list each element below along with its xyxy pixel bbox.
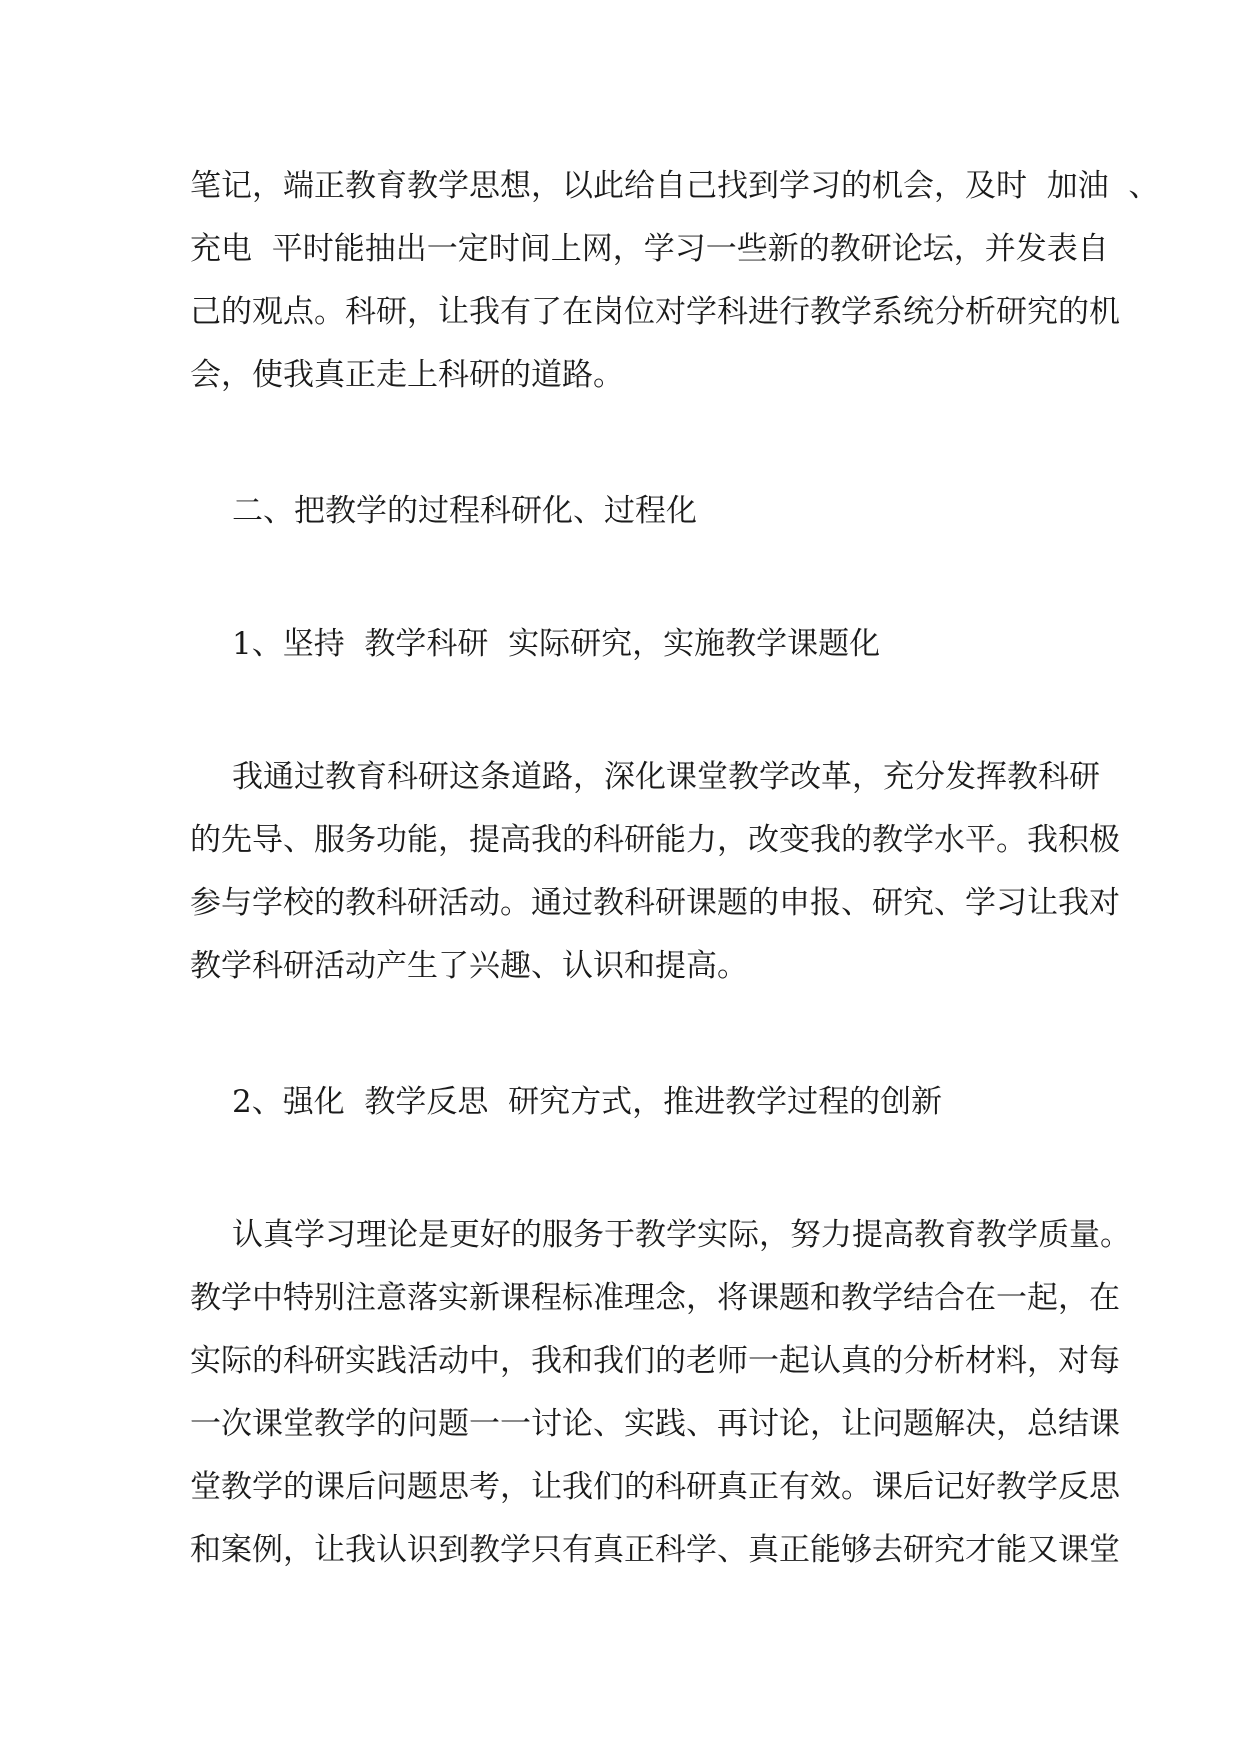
section-heading: 二、把教学的过程科研化、过程化	[232, 493, 697, 529]
paragraph-line: 笔记，端正教育教学思想，以此给自己找到学习的机会，及时 加油 、	[190, 168, 1160, 204]
paragraph-line: 的先导、服务功能，提高我的科研能力，改变我的教学水平。我积极	[190, 822, 1120, 858]
paragraph-line: 会，使我真正走上科研的道路。	[190, 357, 624, 393]
paragraph-line: 和案例，让我认识到教学只有真正科学、真正能够去研究才能又课堂	[190, 1532, 1120, 1568]
subsection-heading: 2、强化 教学反思 研究方式，推进教学过程的创新	[232, 1084, 943, 1120]
subsection-heading: 1、坚持 教学科研 实际研究，实施教学课题化	[232, 626, 881, 662]
paragraph-line: 实际的科研实践活动中，我和我们的老师一起认真的分析材料，对每	[190, 1343, 1120, 1379]
paragraph-line: 我通过教育科研这条道路，深化课堂教学改革，充分发挥教科研	[232, 759, 1100, 795]
paragraph-line: 己的观点。科研，让我有了在岗位对学科进行教学系统分析研究的机	[190, 294, 1120, 330]
paragraph-line: 充电 平时能抽出一定时间上网，学习一些新的教研论坛，并发表自	[190, 231, 1109, 267]
paragraph-line: 一次课堂教学的问题一一讨论、实践、再讨论，让问题解决，总结课	[190, 1406, 1120, 1442]
paragraph-line: 堂教学的课后问题思考，让我们的科研真正有效。课后记好教学反思	[190, 1469, 1120, 1505]
paragraph-line: 教学科研活动产生了兴趣、认识和提高。	[190, 948, 748, 984]
paragraph-line: 教学中特别注意落实新课程标准理念，将课题和教学结合在一起，在	[190, 1280, 1120, 1316]
paragraph-line: 认真学习理论是更好的服务于教学实际，努力提高教育教学质量。	[232, 1217, 1131, 1253]
paragraph-line: 参与学校的教科研活动。通过教科研课题的申报、研究、学习让我对	[190, 885, 1120, 921]
